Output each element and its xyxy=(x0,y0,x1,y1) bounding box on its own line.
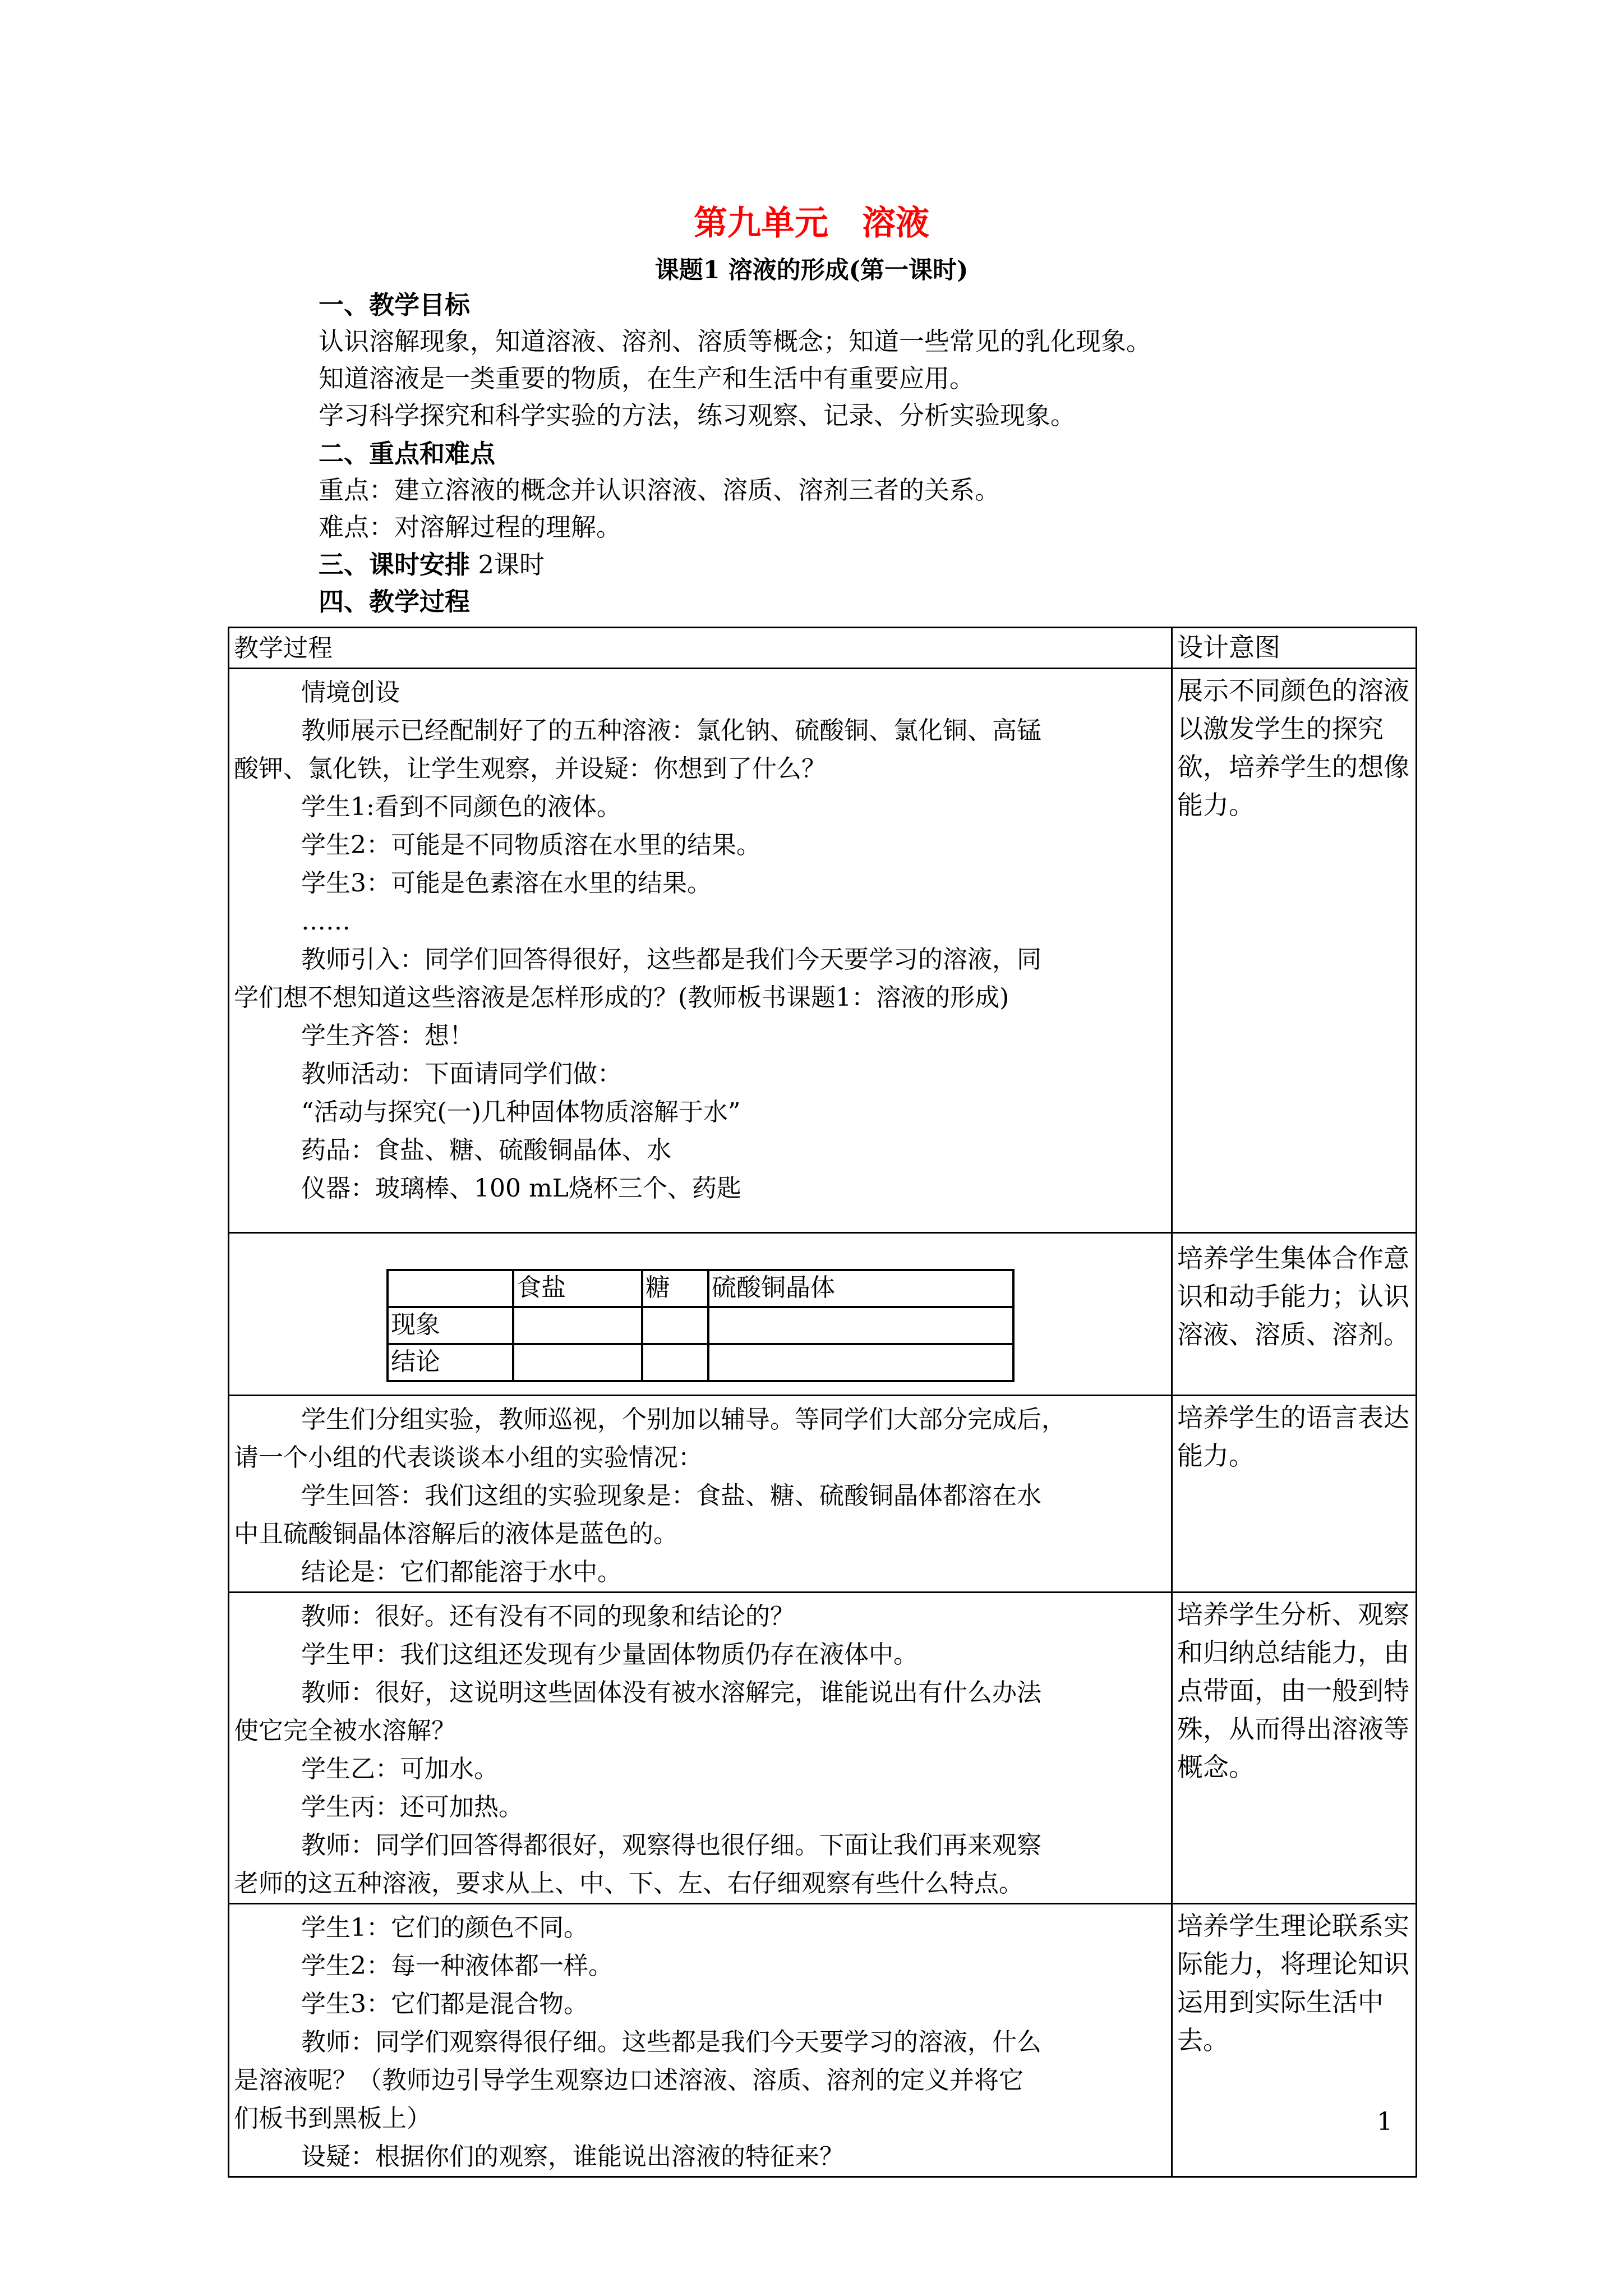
process-line: 教师：很好，这说明这些固体没有被水溶解完，谁能说出有什么办法 xyxy=(301,1678,1041,1707)
obs-row-label: 结论 xyxy=(388,1344,513,1381)
process-line: 教师：同学们观察得很仔细。这些都是我们今天要学习的溶液，什么 xyxy=(301,2028,1041,2056)
process-cell xyxy=(229,1593,1172,1904)
section-heading-objectives: 一、教学目标 xyxy=(319,290,471,320)
obs-row xyxy=(388,1344,1013,1381)
objective-line: 知道溶液是一类重要的物质，在生产和生活中有重要应用。 xyxy=(319,364,975,393)
table-row xyxy=(229,1904,1417,2177)
process-line: 设疑：根据你们的观察，谁能说出溶液的特征来？ xyxy=(301,2142,844,2171)
table-row xyxy=(229,1396,1417,1593)
lesson-subtitle: 课题1 溶液的形成(第一课时) xyxy=(654,256,969,284)
section-heading-key-points: 二、重点和难点 xyxy=(319,439,496,468)
process-line: 学生1:看到不同颜色的液体。 xyxy=(301,793,621,821)
process-line: 学生2：每一种液体都一样。 xyxy=(301,1952,613,1980)
obs-cell xyxy=(708,1344,1013,1381)
process-line: 学们想不想知道这些溶液是怎样形成的？(教师板书课题1：溶液的形成) xyxy=(234,983,1009,1012)
process-line: …… xyxy=(301,907,351,936)
process-lines xyxy=(229,1396,1171,1591)
process-line: 学生齐答：想！ xyxy=(301,1022,474,1050)
obs-col-salt: 食盐 xyxy=(513,1270,642,1307)
process-line: 学生3：可能是色素溶在水里的结果。 xyxy=(301,869,712,898)
process-cell xyxy=(229,1396,1172,1593)
section-heading-process: 四、教学过程 xyxy=(319,587,471,616)
design-cell xyxy=(1172,1593,1417,1904)
design-intent: 培养学生分析、观察和归纳总结能力，由点带面，由一般到特殊，从而得出溶液等概念。 xyxy=(1177,1599,1409,1782)
header-design: 设计意图 xyxy=(1172,628,1417,669)
process-line: 酸钾、氯化铁，让学生观察，并设疑：你想到了什么？ xyxy=(234,754,826,783)
design-cell xyxy=(1172,669,1417,1233)
process-line: 仪器：玻璃棒、100 mL烧杯三个、药匙 xyxy=(301,1174,741,1203)
obs-cell xyxy=(708,1307,1013,1344)
process-line: 学生丙：还可加热。 xyxy=(301,1793,523,1821)
obs-cell xyxy=(642,1344,708,1381)
process-line: 学生2：可能是不同物质溶在水里的结果。 xyxy=(301,831,761,859)
process-line: 使它完全被水溶解？ xyxy=(234,1717,456,1745)
table-row xyxy=(229,1593,1417,1904)
process-line: 教师活动：下面请同学们做： xyxy=(301,1060,622,1088)
design-cell xyxy=(1172,1396,1417,1593)
process-line: 请一个小组的代表谈谈本小组的实验情况： xyxy=(234,1443,703,1472)
table-row xyxy=(229,669,1417,1233)
process-line: 老师的这五种溶液，要求从上、中、下、左、右仔细观察有些什么特点。 xyxy=(234,1869,1023,1898)
obs-col-sugar: 糖 xyxy=(642,1270,708,1307)
table-row xyxy=(229,1233,1417,1396)
process-line: 结论是：它们都能溶于水中。 xyxy=(301,1558,622,1586)
page-title: 第九单元 溶液 xyxy=(694,204,929,243)
section-schedule xyxy=(319,548,545,582)
process-line: 学生回答：我们这组的实验现象是：食盐、糖、硫酸铜晶体都溶在水 xyxy=(301,1481,1041,1510)
obs-col-copper-sulfate: 硫酸铜晶体 xyxy=(708,1270,1013,1307)
design-intent: 培养学生集体合作意识和动手能力；认识溶液、溶质、溶剂。 xyxy=(1177,1243,1409,1350)
difficulty-line: 难点：对溶解过程的理解。 xyxy=(319,512,622,542)
process-line: 学生乙：可加水。 xyxy=(301,1755,499,1783)
process-lines xyxy=(229,1593,1171,1903)
key-point-line: 重点：建立溶液的概念并认识溶液、溶质、溶剂三者的关系。 xyxy=(319,475,1000,505)
process-line: 教师展示已经配制好了的五种溶液：氯化钠、硫酸铜、氯化铜、高锰 xyxy=(301,716,1041,745)
design-intent: 培养学生理论联系实际能力，将理论知识运用到实际生活中去。 xyxy=(1177,1911,1409,2055)
objective-line: 认识溶解现象，知道溶液、溶剂、溶质等概念；知道一些常见的乳化现象。 xyxy=(319,326,1152,356)
design-cell xyxy=(1172,1233,1417,1396)
obs-row-label: 现象 xyxy=(388,1307,513,1344)
table-header-row xyxy=(229,628,1417,669)
process-line: “活动与探究(一)几种固体物质溶解于水” xyxy=(301,1098,741,1126)
page-number: 1 xyxy=(1377,2108,1393,2136)
process-lines xyxy=(229,669,1171,1208)
obs-header-row xyxy=(388,1270,1013,1307)
process-line: 教师：很好。还有没有不同的现象和结论的？ xyxy=(301,1602,795,1631)
process-line: 情境创设 xyxy=(301,678,400,707)
process-cell xyxy=(229,1904,1172,2177)
process-line: 药品：食盐、糖、硫酸铜晶体、水 xyxy=(301,1136,671,1165)
header-process: 教学过程 xyxy=(229,628,1172,669)
process-line: 学生甲：我们这组还发现有少量固体物质仍存在液体中。 xyxy=(301,1640,918,1669)
design-intent: 培养学生的语言表达能力。 xyxy=(1177,1402,1409,1471)
obs-cell xyxy=(513,1344,642,1381)
process-line: 学生1：它们的颜色不同。 xyxy=(301,1913,588,1942)
process-cell xyxy=(229,669,1172,1233)
schedule-value: 2课时 xyxy=(470,550,545,579)
process-line: 学生3：它们都是混合物。 xyxy=(301,1990,588,2018)
section-heading-schedule: 三、课时安排 xyxy=(319,550,471,579)
obs-cell xyxy=(642,1307,708,1344)
design-intent: 展示不同颜色的溶液以激发学生的探究欲，培养学生的想像能力。 xyxy=(1177,675,1409,820)
process-line: 学生们分组实验，教师巡视，个别加以辅导。等同学们大部分完成后， xyxy=(301,1405,1066,1434)
process-line: 们板书到黑板上） xyxy=(234,2104,431,2133)
obs-cell xyxy=(513,1307,642,1344)
teaching-process-table xyxy=(228,627,1417,2178)
process-lines xyxy=(229,1904,1171,2176)
process-line: 中且硫酸铜晶体溶解后的液体是蓝色的。 xyxy=(234,1520,678,1548)
obs-cell xyxy=(388,1270,513,1307)
process-line: 教师：同学们回答得都很好，观察得也很仔细。下面让我们再来观察 xyxy=(301,1831,1041,1860)
observation-table xyxy=(386,1269,1015,1382)
objective-line: 学习科学探究和科学实验的方法，练习观察、记录、分析实验现象。 xyxy=(319,401,1076,430)
obs-row xyxy=(388,1307,1013,1344)
process-line: 教师引入：同学们回答得很好，这些都是我们今天要学习的溶液，同 xyxy=(301,945,1041,974)
process-line: 是溶液呢？（教师边引导学生观察边口述溶液、溶质、溶剂的定义并将它 xyxy=(234,2066,1023,2095)
observation-cell xyxy=(229,1233,1172,1396)
